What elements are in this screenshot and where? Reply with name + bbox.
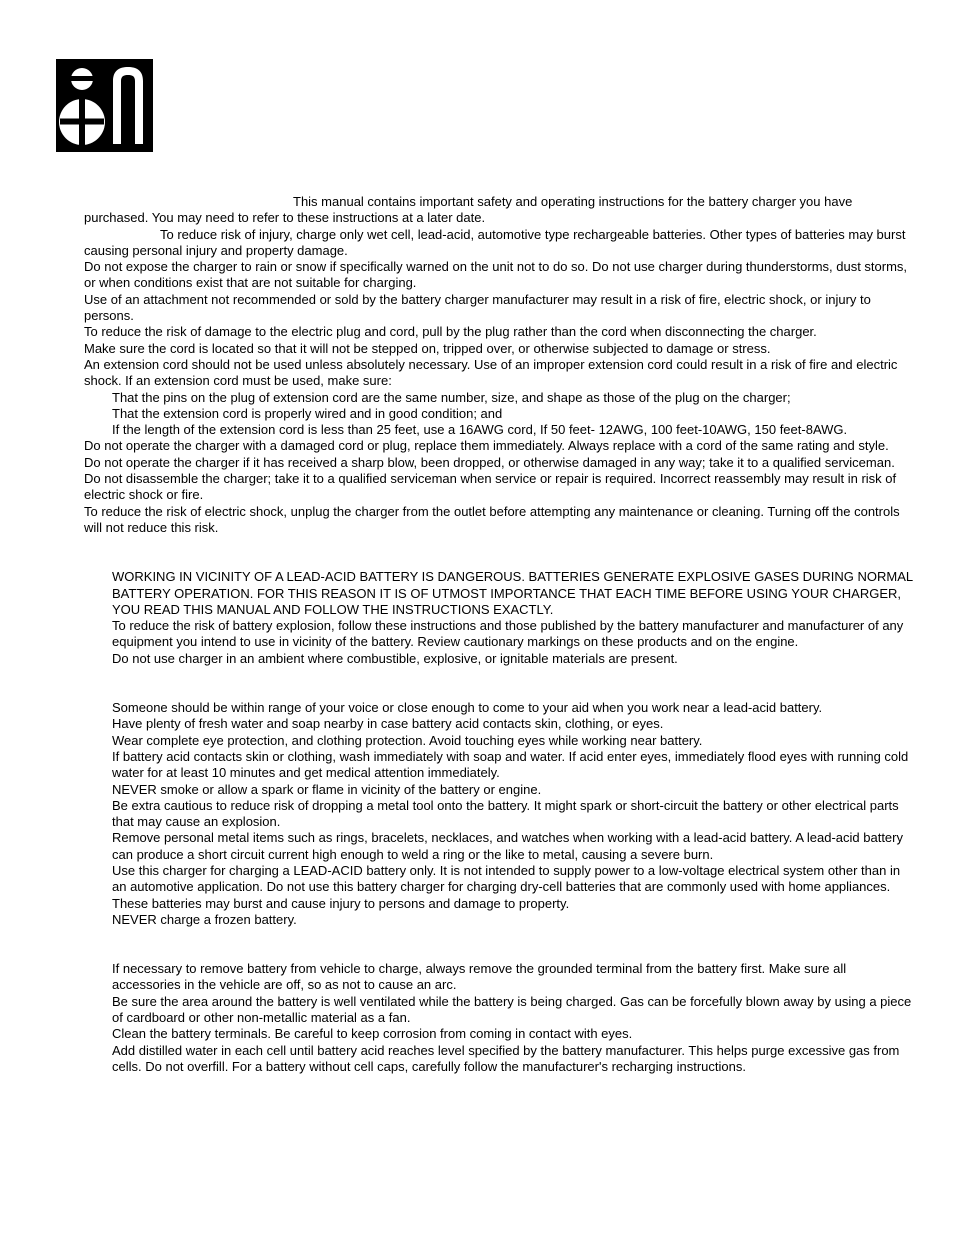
general-item: Make sure the cord is located so that it will not be stepped on, tripped over, or otherwise subjected to damage or stress. bbox=[84, 340, 771, 356]
preparing-item: Be sure the area around the battery is well ventilated while the battery is being charged. Gas can be forcefully blown away by using a piece of cardboard or other non-metallic material as a fan. bbox=[112, 993, 912, 1026]
explosive-gas-item: WORKING IN VICINITY OF A LEAD-ACID BATTERY IS DANGEROUS. BATTERIES GENERATE EXPLOSIVE GASES DURING NORMAL BATTERY OPERATION. FOR THIS REASON IT IS OF UTMOST IMPORTANCE THAT EACH TIME BEFORE USING YOUR CHARGER, YOU READ THIS MANUAL AND FOLLOW THE INSTRUCTIONS EXACTLY. bbox=[112, 569, 913, 617]
preparing-item: If necessary to remove battery from vehicle to charge, always remove the grounded terminal from the battery first. Make sure all accessories in the vehicle are off, so as not to cause an arc. bbox=[112, 961, 847, 993]
extension-cord-item: If the length of the extension cord is less than 25 feet, use a 16AWG cord, If 50 feet- 12AWG, 100 feet-10AWG, 150 feet-8AWG. bbox=[112, 422, 848, 438]
preparing-item: Clean the battery terminals. Be careful to keep corrosion from coming in contact with eyes. bbox=[112, 1026, 633, 1042]
general-item: Do not disassemble the charger; take it to a qualified serviceman when service or repair is required. Incorrect reassembly may result in risk of electric shock or fire. bbox=[84, 471, 897, 503]
safety-instructions bbox=[84, 194, 914, 1075]
explosive-gas-item: To reduce the risk of battery explosion, follow these instructions and those published by the battery manufacturer and manufacturer of any equipment you intend to use in vicinity of the battery. Review cautionary markings on these products and on the engine. bbox=[112, 618, 904, 650]
extension-cord-item: That the pins on the plug of extension cord are the same number, size, and shape as those of the plug on the charger; bbox=[112, 389, 791, 405]
preparing-item: Add distilled water in each cell until battery acid reaches level specified by the battery manufacturer. This helps purge excessive gas from cells. Do not overfill. For a battery without cell caps, carefully follow the manufacturer's recharging instructions. bbox=[112, 1042, 900, 1074]
section-gap bbox=[84, 928, 914, 961]
personal-precaution-item: Wear complete eye protection, and clothing protection. Avoid touching eyes while working near battery. bbox=[112, 732, 703, 748]
personal-precaution-item: Be extra cautious to reduce risk of dropping a metal tool onto the battery. It might spark or short-circuit the battery or other electrical parts that may cause an explosion. bbox=[112, 797, 899, 830]
general-item: To reduce the risk of electric shock, unplug the charger from the outlet before attempting any maintenance or cleaning. Turning off the controls will not reduce this risk. bbox=[84, 503, 900, 535]
explosive-gas-item: Do not use charger in an ambient where combustible, explosive, or ignitable materials are present. bbox=[112, 650, 678, 666]
brand-logo-icon bbox=[56, 59, 153, 152]
personal-precaution-item: If battery acid contacts skin or clothing, wash immediately with soap and water. If acid enter eyes, immediately flood eyes with running cold water for at least 10 minutes and get medical attention immediately. bbox=[112, 748, 909, 781]
section-gap bbox=[84, 667, 914, 700]
general-item: Do not operate the charger if it has received a sharp blow, been dropped, or otherwise damaged in any way; take it to a qualified serviceman. bbox=[84, 454, 895, 470]
personal-precaution-item: Someone should be within range of your voice or close enough to come to your aid when you work near a lead-acid battery. bbox=[112, 700, 823, 716]
general-item: An extension cord should not be used unless absolutely necessary. Use of an improper extension cord could result in a risk of fire and electric shock. If an extension cord must be used, make sure: bbox=[84, 356, 898, 389]
intro-paragraph: This manual contains important safety and operating instructions for the battery charger you have purchased. You may need to refer to these instructions at a later date. bbox=[84, 194, 853, 226]
section-gap bbox=[84, 536, 914, 569]
intro-warning: To reduce risk of injury, charge only wet cell, lead-acid, automotive type rechargeable batteries. Other types of batteries may burst causing personal injury and property damage. bbox=[84, 226, 906, 258]
general-item: Do not operate the charger with a damaged cord or plug, replace them immediately. Always replace with a cord of the same rating and style. bbox=[84, 438, 889, 454]
general-item: Use of an attachment not recommended or sold by the battery charger manufacturer may result in a risk of fire, electric shock, or injury to persons. bbox=[84, 291, 871, 324]
general-item: Do not expose the charger to rain or snow if specifically warned on the unit not to do so. Do not use charger during thunderstorms, dust storms, or when conditions exist that are not suitable for charging. bbox=[84, 259, 908, 291]
personal-precaution-item: NEVER smoke or allow a spark or flame in vicinity of the battery or engine. bbox=[112, 781, 542, 797]
personal-precaution-item: Remove personal metal items such as rings, bracelets, necklaces, and watches when working with a lead-acid battery. A lead-acid battery can produce a short circuit current high enough to weld a ring or the like to metal, causing a severe burn. bbox=[112, 830, 903, 862]
personal-precaution-item: Use this charger for charging a LEAD-ACID battery only. It is not intended to supply power to a low-voltage electrical system other than in an automotive application. Do not use this battery charger for charging dry-cell batteries that are commonly used with home appliances. These batteries may burst and cause injury to persons and damage to property. bbox=[112, 862, 901, 911]
extension-cord-item: That the extension cord is properly wired and in good condition; and bbox=[112, 405, 503, 421]
general-item: To reduce the risk of damage to the electric plug and cord, pull by the plug rather than the cord when disconnecting the charger. bbox=[84, 324, 817, 340]
personal-precaution-item: Have plenty of fresh water and soap nearby in case battery acid contacts skin, clothing, or eyes. bbox=[112, 716, 664, 732]
personal-precaution-item: NEVER charge a frozen battery. bbox=[112, 911, 297, 927]
